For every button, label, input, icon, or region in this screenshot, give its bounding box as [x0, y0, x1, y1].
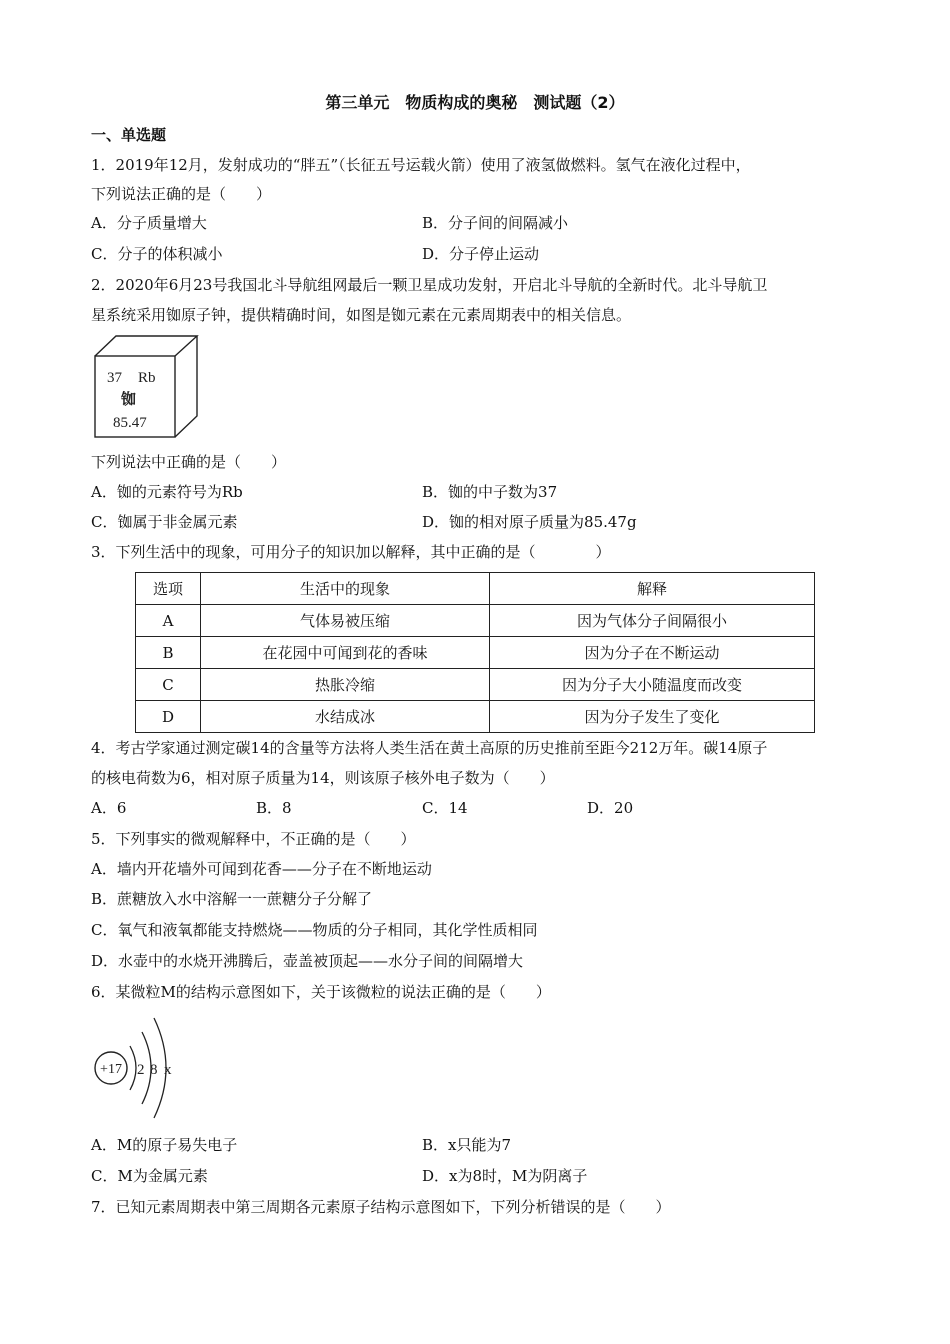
q4-stem-line1: 4．考古学家通过测定碳14的含量等方法将人类生活在黄土高原的历史推前至距今212万年。碳14原子 — [91, 739, 768, 757]
header-cell: 生活中的现象 — [201, 573, 490, 605]
table-cell: 因为气体分子间隔很小 — [490, 605, 815, 637]
q5-option-a: A．墙内开花墙外可闻到花香——分子在不断地运动 — [91, 860, 432, 878]
q6-option-c: C．M为金属元素 — [91, 1167, 208, 1185]
q4-stem-line2: 的核电荷数为6，相对原子质量为14，则该原子核外电子数为（ ） — [91, 769, 555, 787]
q2-stem-line1: 2．2020年6月23号我国北斗导航组网最后一颗卫星成功发射，开启北斗导航的全新时代。北斗导航卫 — [91, 276, 768, 294]
q2-option-a: A．铷的元素符号为Rb — [91, 483, 243, 501]
q2-stem-line2: 星系统采用铷原子钟，提供精确时间，如图是铷元素在元素周期表中的相关信息。 — [91, 306, 632, 324]
table-cell: A — [136, 605, 201, 637]
q4-option-b: B．8 — [256, 799, 292, 817]
table-cell: B — [136, 637, 201, 669]
nucleus-charge: +17 — [100, 1062, 122, 1077]
element-symbol: Rb — [138, 370, 156, 386]
shell-2-electrons: 8 — [150, 1062, 158, 1078]
table-row — [136, 605, 815, 637]
q6-option-a: A．M的原子易失电子 — [91, 1136, 238, 1154]
q6-option-d: D．x为8时，M为阴离子 — [422, 1167, 588, 1185]
element-number: 37 — [107, 370, 122, 386]
q5-option-b: B．蔗糖放入水中溶解一一蔗糖分子分解了 — [91, 890, 373, 908]
q5-stem: 5．下列事实的微观解释中，不正确的是（ ） — [91, 830, 416, 848]
header-cell: 选项 — [136, 573, 201, 605]
table-row — [136, 669, 815, 701]
q1-option-b: B．分子间的间隔减小 — [422, 214, 569, 232]
section-heading: 一、单选题 — [91, 126, 167, 144]
table-cell: 热胀冷缩 — [201, 669, 490, 701]
table-cell: 在花园中可闻到花的香味 — [201, 637, 490, 669]
q2-stem-line3: 下列说法中正确的是（ ） — [91, 453, 287, 471]
element-name: 铷 — [121, 390, 137, 408]
table-cell: 因为分子在不断运动 — [490, 637, 815, 669]
q2-option-c: C．铷属于非金属元素 — [91, 513, 238, 531]
q4-option-c: C．14 — [422, 799, 468, 817]
q1-stem-line2: 下列说法正确的是（ ） — [91, 185, 272, 203]
table-row — [136, 701, 815, 733]
q7-stem: 7．已知元素周期表中第三周期各元素原子结构示意图如下，下列分析错误的是（ ） — [91, 1198, 671, 1216]
q1-option-d: D．分子停止运动 — [422, 245, 540, 263]
table-cell: C — [136, 669, 201, 701]
table-header-row — [136, 573, 815, 605]
header-cell: 解释 — [490, 573, 815, 605]
q6-stem: 6．某微粒M的结构示意图如下，关于该微粒的说法正确的是（ ） — [91, 983, 551, 1001]
table-cell: D — [136, 701, 201, 733]
table-row — [136, 637, 815, 669]
q2-option-d: D．铷的相对原子质量为85.47g — [422, 513, 637, 531]
q4-option-a: A．6 — [91, 799, 127, 817]
q1-stem-line1: 1．2019年12月，发射成功的“胖五”（长征五号运载火箭）使用了液氢做燃料。氢气在液化过程中， — [91, 156, 751, 174]
table-cell: 水结成冰 — [201, 701, 490, 733]
element-mass: 85.47 — [113, 415, 147, 431]
q5-option-c: C．氧气和液氧都能支持燃烧——物质的分子相同，其化学性质相同 — [91, 921, 538, 939]
q1-option-a: A．分子质量增大 — [91, 214, 207, 232]
shell-3-electrons: x — [164, 1062, 172, 1078]
element-tile-figure — [92, 334, 202, 440]
shell-1-electrons: 2 — [137, 1062, 145, 1078]
atomic-structure-diagram — [90, 1008, 190, 1126]
q5-option-d: D．水壶中的水烧开沸腾后，壶盖被顶起——水分子间的间隔增大 — [91, 952, 524, 970]
table-cell: 因为分子发生了变化 — [490, 701, 815, 733]
q1-option-c: C．分子的体积减小 — [91, 245, 223, 263]
q2-option-b: B．铷的中子数为37 — [422, 483, 558, 501]
q6-option-b: B．x只能为7 — [422, 1136, 512, 1154]
q4-option-d: D．20 — [587, 799, 634, 817]
table-cell: 气体易被压缩 — [201, 605, 490, 637]
table-cell: 因为分子大小随温度而改变 — [490, 669, 815, 701]
page-title: 第三单元 物质构成的奥秘 测试题（2） — [325, 93, 625, 112]
q3-table — [135, 572, 815, 733]
q3-stem: 3．下列生活中的现象，可用分子的知识加以解释，其中正确的是（ ） — [91, 543, 611, 561]
